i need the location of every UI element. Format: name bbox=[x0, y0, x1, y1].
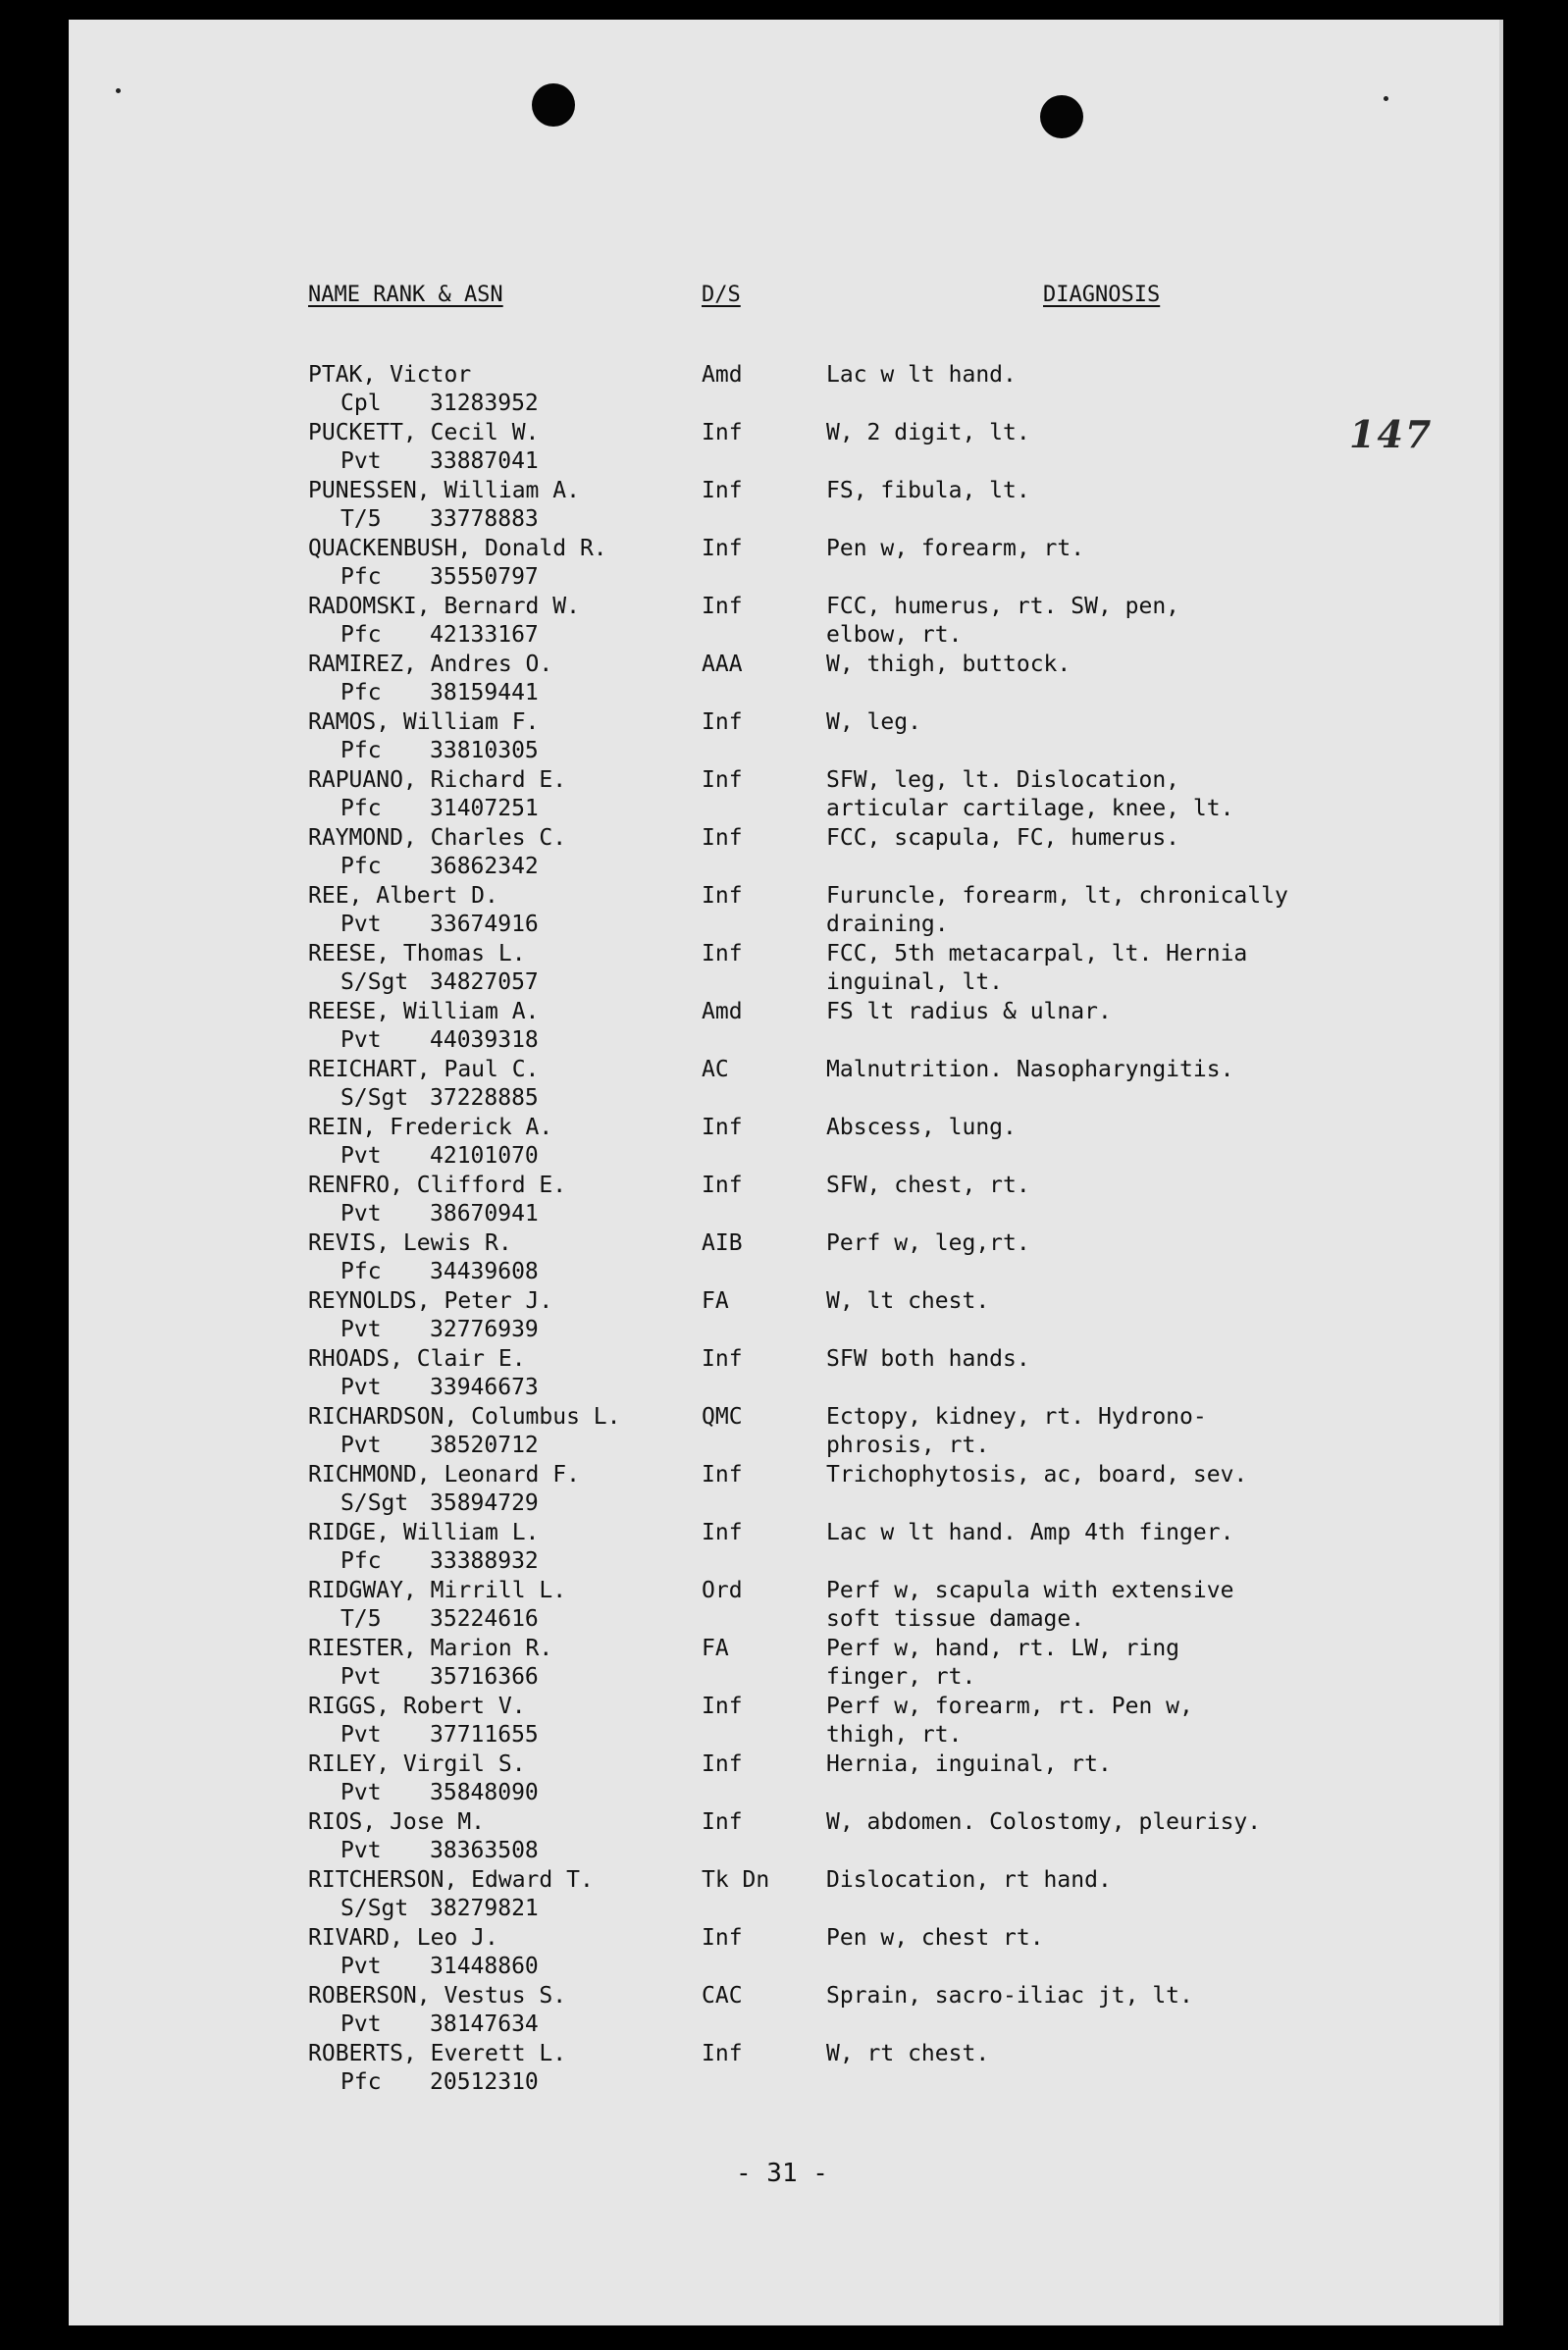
entry-diagnosis: FCC, humerus, rt. SW, pen, elbow, rt. bbox=[826, 594, 1180, 648]
entry-rank: Pvt bbox=[340, 1143, 382, 1169]
entry-rank: S/Sgt bbox=[340, 1085, 409, 1111]
entry-rank: Pvt bbox=[340, 1664, 382, 1690]
entry-diagnosis: Lac w lt hand. bbox=[826, 362, 1017, 388]
entry-ds: Inf bbox=[702, 536, 743, 561]
entry-rank: Pvt bbox=[340, 1375, 382, 1400]
speck bbox=[116, 88, 121, 93]
entry-diagnosis: Hernia, inguinal, rt. bbox=[826, 1751, 1112, 1777]
entry-diagnosis: Sprain, sacro-iliac jt, lt. bbox=[826, 1983, 1193, 2009]
entry-diagnosis: W, abdomen. Colostomy, pleurisy. bbox=[826, 1809, 1262, 1835]
entry-name: RIOS, Jose M. bbox=[308, 1809, 486, 1835]
entry-rank: T/5 bbox=[340, 1606, 382, 1632]
entry-rank: Pfc bbox=[340, 1259, 382, 1284]
entry-name: REYNOLDS, Peter J. bbox=[308, 1288, 553, 1314]
entry-diagnosis: Pen w, forearm, rt. bbox=[826, 536, 1085, 561]
entry-rank: Pvt bbox=[340, 1027, 382, 1053]
entry-ds: AC bbox=[702, 1057, 729, 1082]
entry-row bbox=[69, 1924, 1499, 1982]
entry-row bbox=[69, 361, 1499, 419]
entry-ds: CAC bbox=[702, 1983, 743, 2009]
entry-rank: Pvt bbox=[340, 912, 382, 937]
speck bbox=[1384, 96, 1388, 101]
punch-hole bbox=[1040, 95, 1083, 138]
entry-asn: 32776939 bbox=[430, 1317, 539, 1342]
entry-rank: S/Sgt bbox=[340, 969, 409, 995]
entry-rank: Pfc bbox=[340, 2069, 382, 2095]
entry-row bbox=[69, 882, 1499, 940]
entry-diagnosis: Abscess, lung. bbox=[826, 1115, 1017, 1140]
entry-ds: Inf bbox=[702, 1694, 743, 1719]
entry-name: REICHART, Paul C. bbox=[308, 1057, 540, 1082]
entry-asn: 33810305 bbox=[430, 738, 539, 763]
entry-row bbox=[69, 998, 1499, 1056]
entry-row bbox=[69, 940, 1499, 998]
entry-diagnosis: W, rt chest. bbox=[826, 2041, 990, 2066]
entry-rank: Pvt bbox=[340, 1433, 382, 1458]
entry-asn: 38279821 bbox=[430, 1896, 539, 1921]
entry-asn: 33887041 bbox=[430, 448, 539, 474]
page-number: - 31 - bbox=[736, 2159, 828, 2188]
entry-asn: 35716366 bbox=[430, 1664, 539, 1690]
entry-rank: Pfc bbox=[340, 680, 382, 705]
entry-row bbox=[69, 708, 1499, 766]
entries-list bbox=[69, 361, 1499, 2098]
entry-rank: Pvt bbox=[340, 448, 382, 474]
entry-rank: Pvt bbox=[340, 1722, 382, 1748]
entry-rank: Pvt bbox=[340, 1201, 382, 1227]
entry-asn: 34439608 bbox=[430, 1259, 539, 1284]
entry-diagnosis: FS lt radius & ulnar. bbox=[826, 999, 1112, 1024]
entry-ds: Inf bbox=[702, 1751, 743, 1777]
entry-asn: 31283952 bbox=[430, 391, 539, 416]
entry-diagnosis: Perf w, forearm, rt. Pen w, thigh, rt. bbox=[826, 1694, 1193, 1748]
entry-diagnosis: Lac w lt hand. Amp 4th finger. bbox=[826, 1520, 1234, 1545]
entry-name: RIDGE, William L. bbox=[308, 1520, 540, 1545]
entry-ds: Inf bbox=[702, 1462, 743, 1488]
entry-diagnosis: SFW, chest, rt. bbox=[826, 1173, 1030, 1198]
entry-asn: 38670941 bbox=[430, 1201, 539, 1227]
entry-name: REESE, William A. bbox=[308, 999, 540, 1024]
entry-rank: Pvt bbox=[340, 1780, 382, 1805]
entry-asn: 33946673 bbox=[430, 1375, 539, 1400]
entry-asn: 33674916 bbox=[430, 912, 539, 937]
entry-name: RICHMOND, Leonard F. bbox=[308, 1462, 580, 1488]
entry-ds: Inf bbox=[702, 1520, 743, 1545]
entry-name: REVIS, Lewis R. bbox=[308, 1230, 512, 1256]
entry-name: RIESTER, Marion R. bbox=[308, 1636, 553, 1661]
entry-name: REE, Albert D. bbox=[308, 883, 498, 909]
entry-name: REESE, Thomas L. bbox=[308, 941, 526, 966]
punch-hole bbox=[532, 83, 575, 127]
entry-ds: QMC bbox=[702, 1404, 743, 1430]
entry-ds: Amd bbox=[702, 999, 743, 1024]
entry-row bbox=[69, 651, 1499, 708]
entry-asn: 35224616 bbox=[430, 1606, 539, 1632]
entry-ds: Inf bbox=[702, 1346, 743, 1372]
entry-name: ROBERSON, Vestus S. bbox=[308, 1983, 567, 2009]
entry-ds: AAA bbox=[702, 652, 743, 677]
header-diagnosis: DIAGNOSIS bbox=[1043, 283, 1161, 307]
entry-diagnosis: W, leg. bbox=[826, 709, 921, 735]
entry-rank: Pvt bbox=[340, 1317, 382, 1342]
entry-name: RIGGS, Robert V. bbox=[308, 1694, 526, 1719]
entry-row bbox=[69, 1287, 1499, 1345]
entry-rank: Pfc bbox=[340, 796, 382, 821]
entry-name: REIN, Frederick A. bbox=[308, 1115, 553, 1140]
entry-diagnosis: W, thigh, buttock. bbox=[826, 652, 1071, 677]
entry-row bbox=[69, 419, 1499, 477]
entry-name: RAPUANO, Richard E. bbox=[308, 767, 567, 793]
entry-asn: 38363508 bbox=[430, 1838, 539, 1863]
entry-diagnosis: Perf w, hand, rt. LW, ring finger, rt. bbox=[826, 1636, 1180, 1690]
entry-row bbox=[69, 1982, 1499, 2040]
entry-row bbox=[69, 1114, 1499, 1172]
document-page bbox=[69, 20, 1503, 2325]
entry-rank: Pfc bbox=[340, 1548, 382, 1574]
entry-name: PUNESSEN, William A. bbox=[308, 478, 580, 503]
entry-diagnosis: Ectopy, kidney, rt. Hydrono- phrosis, rt. bbox=[826, 1404, 1207, 1458]
entry-asn: 44039318 bbox=[430, 1027, 539, 1053]
entry-row bbox=[69, 1172, 1499, 1229]
entry-asn: 31448860 bbox=[430, 1954, 539, 1979]
entry-ds: Inf bbox=[702, 825, 743, 851]
entry-name: RAMIREZ, Andres O. bbox=[308, 652, 553, 677]
entry-ds: Inf bbox=[702, 1115, 743, 1140]
entry-diagnosis: Dislocation, rt hand. bbox=[826, 1867, 1112, 1893]
entry-rank: Pvt bbox=[340, 1838, 382, 1863]
entry-diagnosis: Furuncle, forearm, lt, chronically draining. bbox=[826, 883, 1288, 937]
header-name-rank-asn: NAME RANK & ASN bbox=[308, 283, 503, 307]
entry-name: QUACKENBUSH, Donald R. bbox=[308, 536, 607, 561]
entry-row bbox=[69, 1461, 1499, 1519]
entry-asn: 20512310 bbox=[430, 2069, 539, 2095]
entry-row bbox=[69, 1229, 1499, 1287]
entry-asn: 34827057 bbox=[430, 969, 539, 995]
entry-diagnosis: W, lt chest. bbox=[826, 1288, 990, 1314]
entry-asn: 42101070 bbox=[430, 1143, 539, 1169]
entry-diagnosis: SFW, leg, lt. Dislocation, articular cartilage, knee, lt. bbox=[826, 767, 1234, 821]
handwritten-page-number: 147 bbox=[1349, 412, 1434, 456]
entry-ds: Inf bbox=[702, 767, 743, 793]
entry-rank: S/Sgt bbox=[340, 1896, 409, 1921]
entry-name: RHOADS, Clair E. bbox=[308, 1346, 526, 1372]
entry-rank: Pvt bbox=[340, 1954, 382, 1979]
entry-diagnosis: Pen w, chest rt. bbox=[826, 1925, 1044, 1951]
entry-row bbox=[69, 477, 1499, 535]
entry-ds: Inf bbox=[702, 1809, 743, 1835]
header-ds: D/S bbox=[702, 283, 741, 307]
entry-rank: Pfc bbox=[340, 564, 382, 590]
entry-name: RICHARDSON, Columbus L. bbox=[308, 1404, 621, 1430]
entry-asn: 33778883 bbox=[430, 506, 539, 532]
entry-ds: Inf bbox=[702, 1173, 743, 1198]
entry-asn: 38520712 bbox=[430, 1433, 539, 1458]
entry-diagnosis: Malnutrition. Nasopharyngitis. bbox=[826, 1057, 1234, 1082]
entry-asn: 35550797 bbox=[430, 564, 539, 590]
entry-row bbox=[69, 535, 1499, 593]
entry-asn: 35894729 bbox=[430, 1490, 539, 1516]
entry-asn: 37228885 bbox=[430, 1085, 539, 1111]
entry-row bbox=[69, 593, 1499, 651]
entry-row bbox=[69, 2040, 1499, 2098]
entry-diagnosis: FCC, 5th metacarpal, lt. Hernia inguinal, lt. bbox=[826, 941, 1248, 995]
entry-ds: FA bbox=[702, 1636, 729, 1661]
entry-diagnosis: FCC, scapula, FC, humerus. bbox=[826, 825, 1180, 851]
entry-row bbox=[69, 1577, 1499, 1635]
entry-row bbox=[69, 766, 1499, 824]
entry-ds: Ord bbox=[702, 1578, 743, 1603]
entry-asn: 38147634 bbox=[430, 2011, 539, 2037]
entry-ds: Inf bbox=[702, 709, 743, 735]
entry-rank: Pfc bbox=[340, 738, 382, 763]
entry-ds: Inf bbox=[702, 478, 743, 503]
entry-rank: Pfc bbox=[340, 622, 382, 648]
entry-row bbox=[69, 1345, 1499, 1403]
entry-name: PUCKETT, Cecil W. bbox=[308, 420, 540, 445]
entry-name: RADOMSKI, Bernard W. bbox=[308, 594, 580, 619]
entry-asn: 35848090 bbox=[430, 1780, 539, 1805]
entry-name: RAMOS, William F. bbox=[308, 709, 540, 735]
entry-diagnosis: Perf w, leg,rt. bbox=[826, 1230, 1030, 1256]
entry-ds: Inf bbox=[702, 420, 743, 445]
entry-row bbox=[69, 1056, 1499, 1114]
entry-name: RAYMOND, Charles C. bbox=[308, 825, 567, 851]
entry-rank: Cpl bbox=[340, 391, 382, 416]
entry-rank: Pfc bbox=[340, 854, 382, 879]
entry-ds: Inf bbox=[702, 594, 743, 619]
entry-ds: Inf bbox=[702, 883, 743, 909]
entry-rank: S/Sgt bbox=[340, 1490, 409, 1516]
entry-name: PTAK, Victor bbox=[308, 362, 472, 388]
entry-diagnosis: W, 2 digit, lt. bbox=[826, 420, 1030, 445]
entry-row bbox=[69, 1808, 1499, 1866]
entry-ds: FA bbox=[702, 1288, 729, 1314]
entry-row bbox=[69, 1403, 1499, 1461]
entry-asn: 37711655 bbox=[430, 1722, 539, 1748]
entry-asn: 36862342 bbox=[430, 854, 539, 879]
entry-asn: 38159441 bbox=[430, 680, 539, 705]
entry-name: ROBERTS, Everett L. bbox=[308, 2041, 567, 2066]
entry-row bbox=[69, 1750, 1499, 1808]
entry-rank: Pvt bbox=[340, 2011, 382, 2037]
entry-diagnosis: Trichophytosis, ac, board, sev. bbox=[826, 1462, 1248, 1488]
entry-asn: 33388932 bbox=[430, 1548, 539, 1574]
entry-asn: 31407251 bbox=[430, 796, 539, 821]
entry-name: RIVARD, Leo J. bbox=[308, 1925, 498, 1951]
entry-ds: AIB bbox=[702, 1230, 743, 1256]
entry-row bbox=[69, 1519, 1499, 1577]
entry-ds: Inf bbox=[702, 941, 743, 966]
entry-name: RITCHERSON, Edward T. bbox=[308, 1867, 594, 1893]
entry-name: RIDGWAY, Mirrill L. bbox=[308, 1578, 567, 1603]
entry-asn: 42133167 bbox=[430, 622, 539, 648]
entry-diagnosis: Perf w, scapula with extensive soft tissue damage. bbox=[826, 1578, 1234, 1632]
entry-ds: Amd bbox=[702, 362, 743, 388]
entry-row bbox=[69, 824, 1499, 882]
entry-ds: Inf bbox=[702, 1925, 743, 1951]
entry-ds: Tk Dn bbox=[702, 1867, 770, 1893]
entry-ds: Inf bbox=[702, 2041, 743, 2066]
entry-name: RENFRO, Clifford E. bbox=[308, 1173, 567, 1198]
entry-rank: T/5 bbox=[340, 506, 382, 532]
entry-row bbox=[69, 1635, 1499, 1693]
entry-name: RILEY, Virgil S. bbox=[308, 1751, 526, 1777]
entry-diagnosis: SFW both hands. bbox=[826, 1346, 1030, 1372]
entry-diagnosis: FS, fibula, lt. bbox=[826, 478, 1030, 503]
entry-row bbox=[69, 1866, 1499, 1924]
entry-row bbox=[69, 1693, 1499, 1750]
